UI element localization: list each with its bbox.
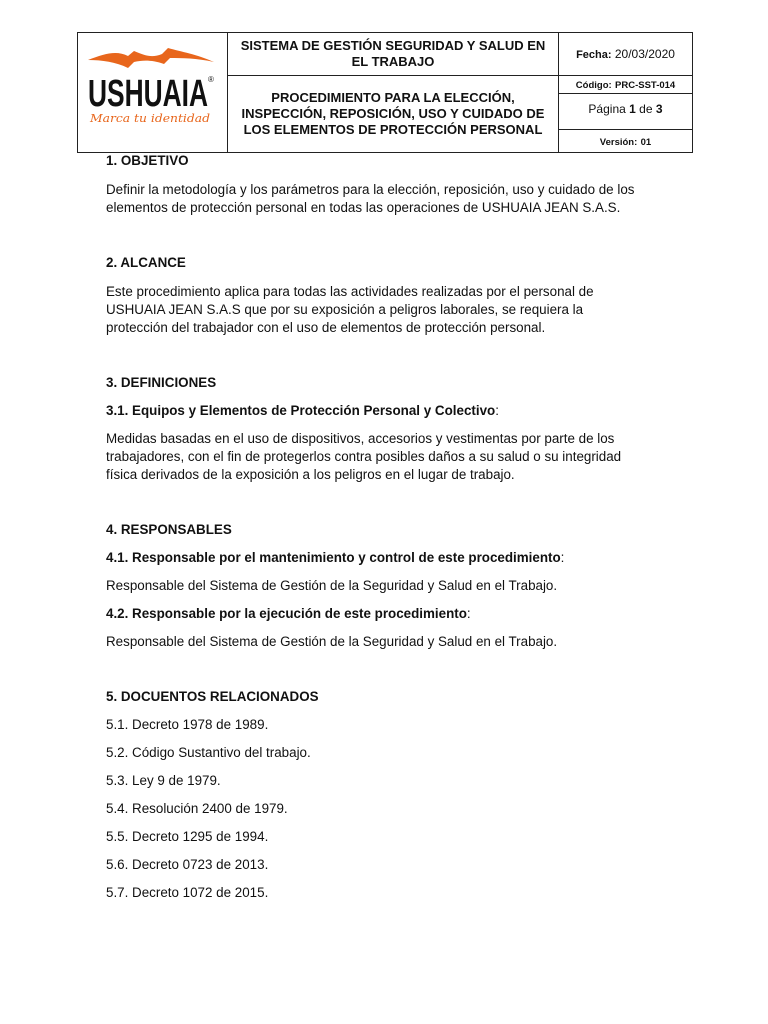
section-alcance-title: 2. ALCANCE <box>106 255 186 270</box>
alcance-line-3: protección del trabajador con el uso de elementos de protección personal. <box>106 320 546 335</box>
documento-item: 5.4. Resolución 2400 de 1979. <box>106 801 288 816</box>
section-documentos-title: 5. DOCUENTOS RELACIONADOS <box>106 689 319 704</box>
page-of: de <box>639 102 653 116</box>
objetivo-line-2: elementos de protección personal en todas las operaciones de USHUAIA JEAN S.A.S. <box>106 200 621 215</box>
date-cell <box>559 33 693 76</box>
page-row <box>559 94 692 129</box>
section-responsables-title: 4. RESPONSABLES <box>106 522 232 537</box>
documento-item: 5.3. Ley 9 de 1979. <box>106 773 221 788</box>
code-value: PRC-SST-014 <box>615 80 676 91</box>
alcance-line-2: USHUAIA JEAN S.A.S que por su exposición a peligros laborales, se requiera la <box>106 302 584 317</box>
document-header-table <box>77 32 693 153</box>
page-current: 1 <box>629 102 636 116</box>
objetivo-line-1: Definir la metodología y los parámetros para la elección, reposición, uso y cuidado de los <box>106 182 635 197</box>
procedure-title: PROCEDIMIENTO PARA LA ELECCIÓN, INSPECCIÓN, REPOSICIÓN, USO Y CUIDADO DE LOS ELEMENTOS DE PROTECCIÓN PERSONAL <box>241 90 545 137</box>
document-body <box>106 150 666 902</box>
documento-item: 5.1. Decreto 1978 de 1989. <box>106 717 269 732</box>
responsables-text-1: Responsable del Sistema de Gestión de la Seguridad y Salud en el Trabajo. <box>106 578 558 593</box>
brand-tagline: Marca tu identidad <box>88 112 210 125</box>
mountain-logo-icon <box>86 46 220 138</box>
documento-item: 5.2. Código Sustantivo del trabajo. <box>106 745 311 760</box>
system-title-cell <box>228 33 559 76</box>
section-objetivo-title: 1. OBJETIVO <box>106 153 189 168</box>
code-label: Código: <box>575 80 612 91</box>
definiciones-line-2: trabajadores, con el fin de protegerlos contra posibles daños a su salud o su integridad <box>106 449 622 464</box>
ushuaia-logo <box>78 34 227 151</box>
definiciones-subtitle: 3.1. Equipos y Elementos de Protección Personal y Colectivo: <box>106 403 499 418</box>
logo-cell <box>78 33 228 153</box>
documento-item: 5.5. Decreto 1295 de 1994. <box>106 829 269 844</box>
code-page-cell <box>559 76 693 130</box>
date-value: 20/03/2020 <box>614 47 675 61</box>
version-label: Versión: <box>599 137 638 148</box>
brand-wordmark: USHUAIA <box>88 73 208 115</box>
registered-mark: ® <box>208 75 214 84</box>
definiciones-line-1: Medidas basadas en el uso de dispositivos, accesorios y vestimentas por parte de los <box>106 431 615 446</box>
responsables-subtitle-1: 4.1. Responsable por el mantenimiento y control de este procedimiento: <box>106 550 565 565</box>
code-row <box>559 76 692 94</box>
version-value: 01 <box>640 137 652 148</box>
system-title: SISTEMA DE GESTIÓN SEGURIDAD Y SALUD EN EL TRABAJO <box>240 38 546 69</box>
documento-item: 5.7. Decreto 1072 de 2015. <box>106 885 269 900</box>
definiciones-line-3: física derivados de la exposición a los peligros en el lugar de trabajo. <box>106 467 515 482</box>
documento-item: 5.6. Decreto 0723 de 2013. <box>106 857 269 872</box>
section-definiciones-title: 3. DEFINICIONES <box>106 375 217 390</box>
page-label: Página <box>588 102 626 116</box>
alcance-line-1: Este procedimiento aplica para todas las actividades realizadas por el personal de <box>106 284 594 299</box>
responsables-text-2: Responsable del Sistema de Gestión de la Seguridad y Salud en el Trabajo. <box>106 634 558 649</box>
responsables-subtitle-2: 4.2. Responsable por la ejecución de este procedimiento: <box>106 606 471 621</box>
date-label: Fecha: <box>576 49 612 61</box>
procedure-title-cell <box>228 76 559 153</box>
page-total: 3 <box>655 102 663 116</box>
